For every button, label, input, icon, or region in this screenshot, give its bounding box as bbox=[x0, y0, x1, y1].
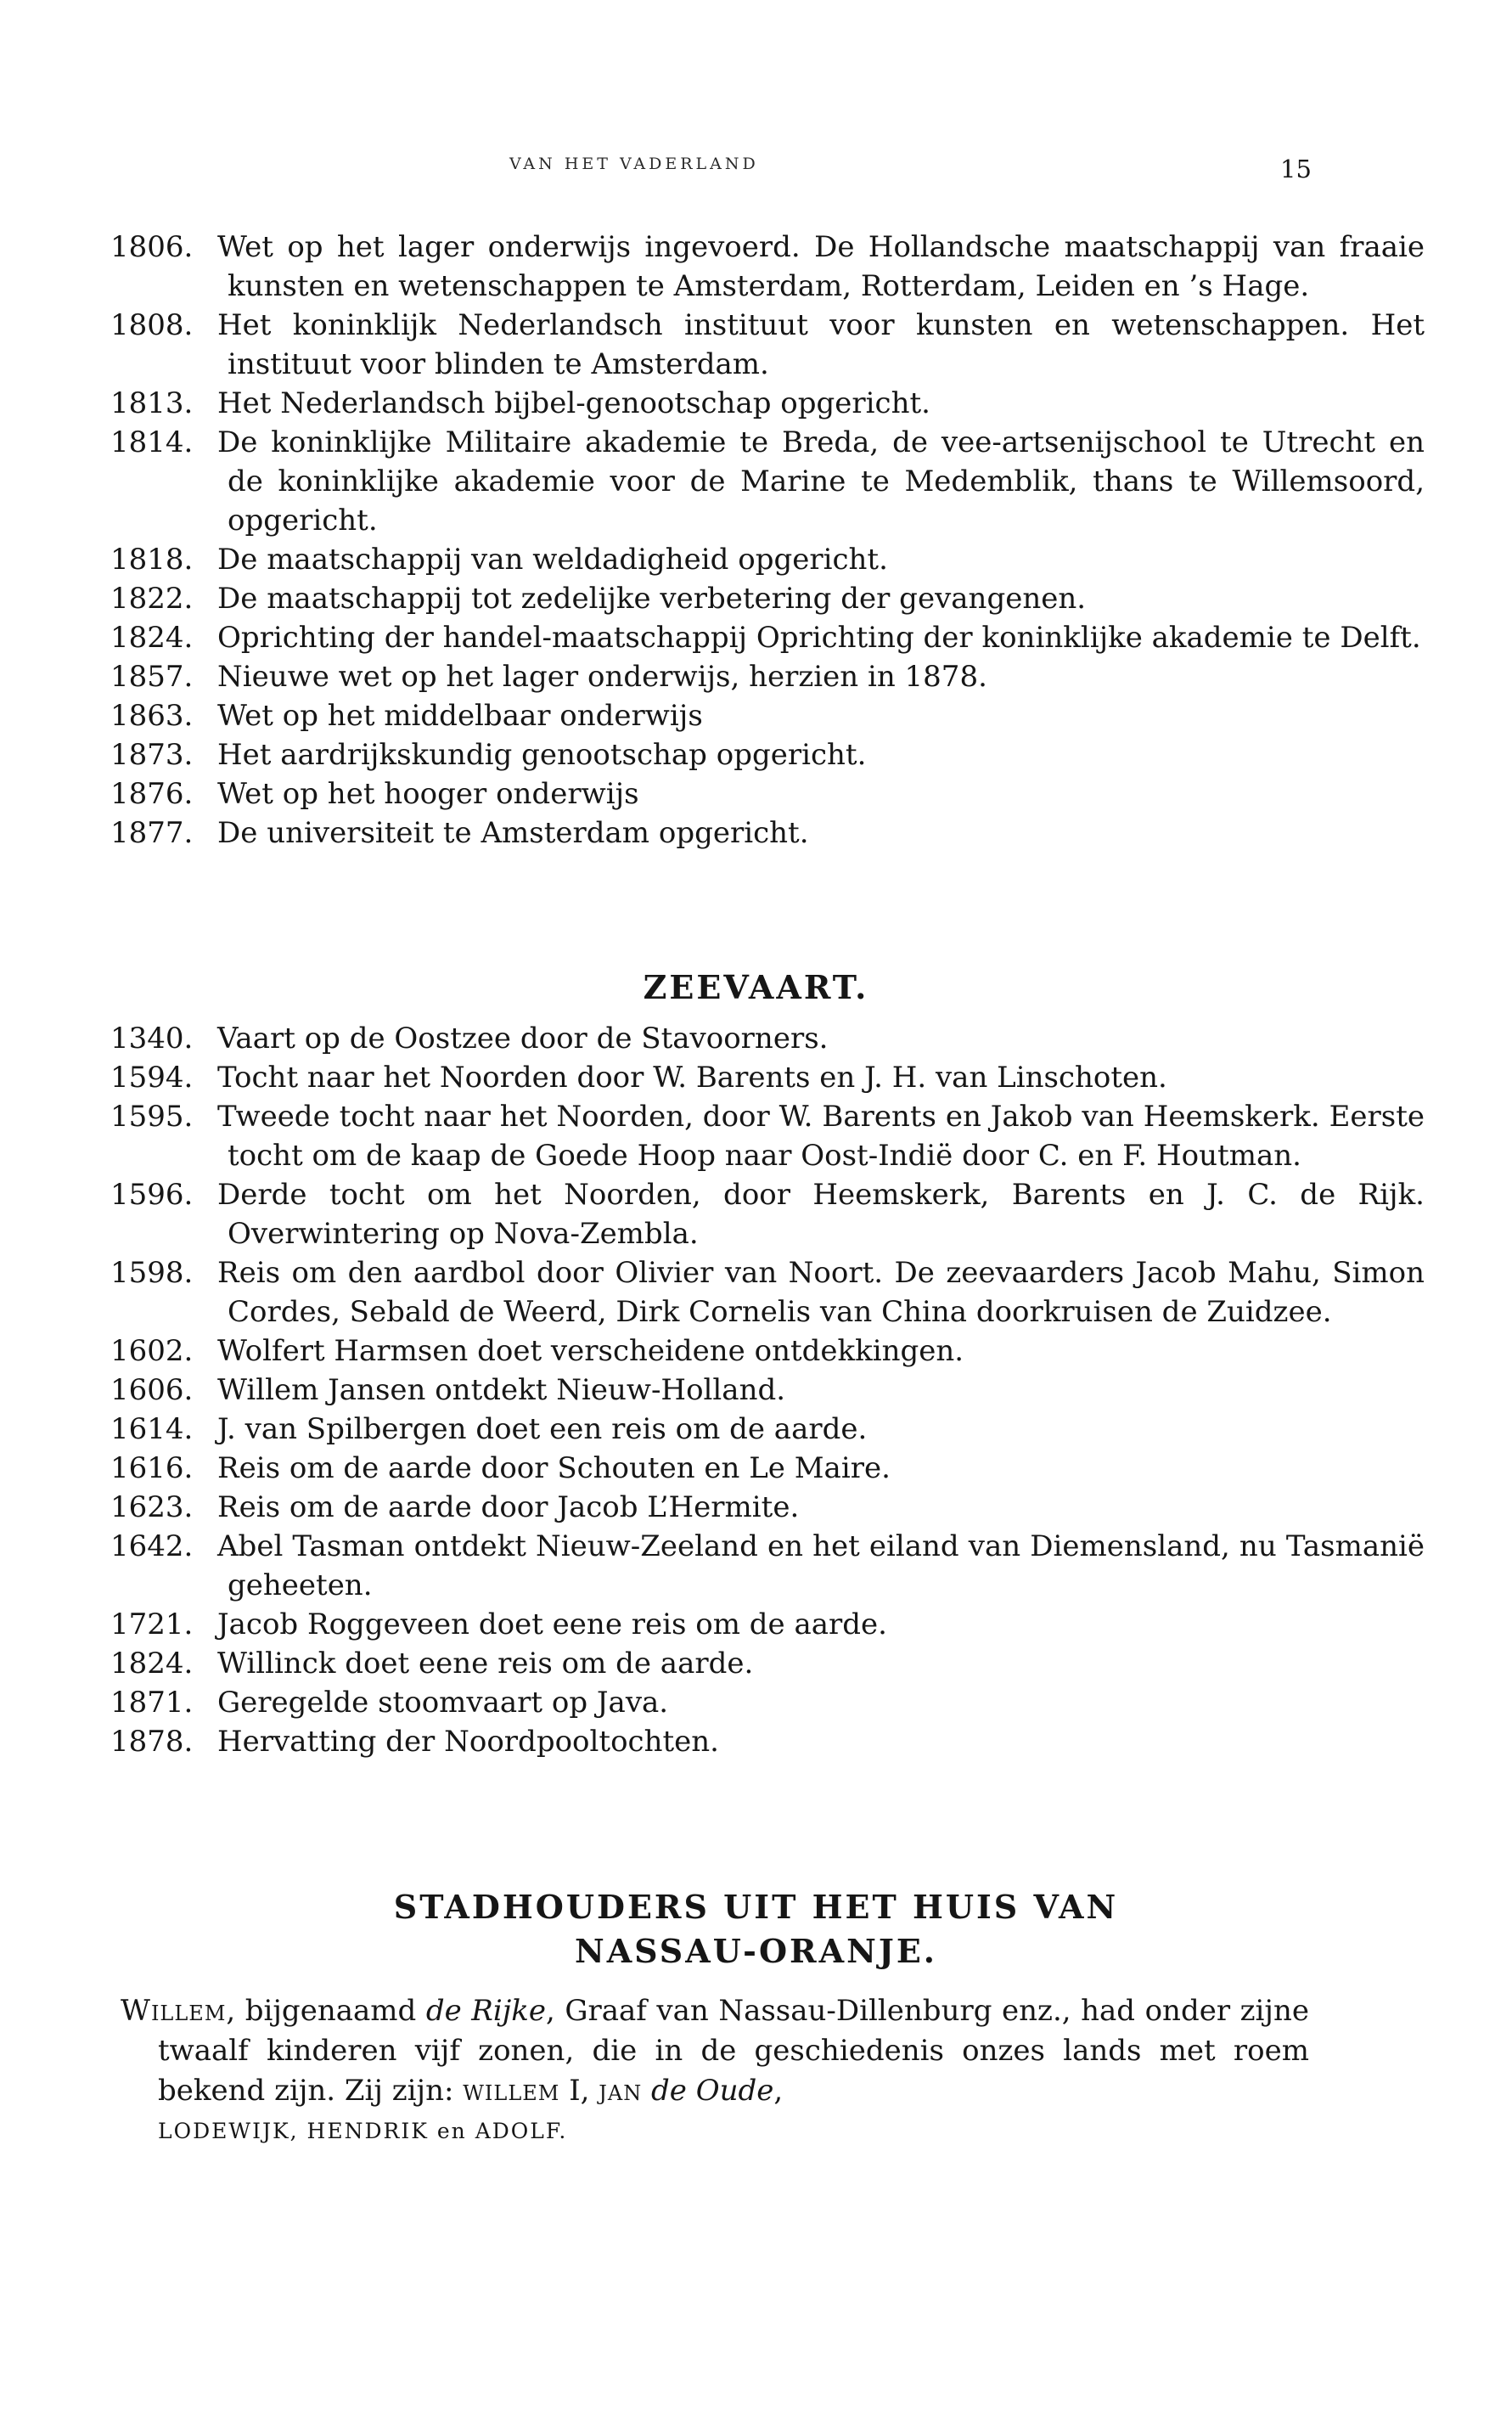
list-item: 1642. Abel Tasman ontdekt Nieuw-Zeeland en het eiland van Diemensland, nu Tasmanië geheeten. bbox=[110, 1529, 1425, 1602]
list-item: 1871. Geregelde stoomvaart op Java. bbox=[110, 1686, 669, 1720]
list-item: 1596. Derde tocht om het Noorden, door Heemskerk, Barents en J. C. de Rijk. Overwintering op Nova-Zembla. bbox=[110, 1178, 1425, 1251]
son-name: willem bbox=[463, 2074, 560, 2108]
list-item: 1623. Reis om de aarde door Jacob L’Hermite. bbox=[110, 1490, 800, 1524]
son-name: jan bbox=[599, 2074, 643, 2108]
list-item: 1616. Reis om de aarde door Schouten en Le Maire. bbox=[110, 1451, 891, 1485]
list-item: 1873. Het aardrijkskundig genootschap opgericht. bbox=[110, 738, 867, 772]
list-item: 1824. Oprichting der handel-maatschappij Oprichting der koninklijke akademie te Delft. bbox=[110, 621, 1421, 655]
list-item: 1595. Tweede tocht naar het Noorden, door W. Barents en Jakob van Heemskerk. Eerste tocht om de kaap de Goede Hoop naar Oost-Indië door C. en F. Houtman. bbox=[110, 1100, 1425, 1173]
list-item: 1606. Willem Jansen ontdekt Nieuw-Holland. bbox=[110, 1373, 786, 1407]
list-item: 1857. Nieuwe wet op het lager onderwijs, herzien in 1878. bbox=[110, 660, 987, 694]
page-number: 15 bbox=[1280, 155, 1312, 183]
stadhouders-paragraph: Willem, bijgenaamd de Rijke, Graaf van Nassau-Dillenburg enz., had onder zijne twaalf kinderen vijf zonen, die in de geschiedenis onzes lands met roem bekend zijn. Zij zijn: willem I, jan de Oude, LODEWIJK, HENDRIK en ADOLF. bbox=[158, 1991, 1309, 2151]
list-item: 1824. Willinck doet eene reis om de aarde. bbox=[110, 1647, 754, 1681]
list-item: 1814. De koninklijke Militaire akademie te Breda, de vee-artsenijschool te Utrecht en de koninklijke akademie voor de Marine te Medemblik, thans te Willemsoord, opgericht. bbox=[110, 425, 1425, 538]
list-item: 1808. Het koninklijk Nederlandsch instituut voor kunsten en wetenschappen. Het instituut voor blinden te Amsterdam. bbox=[110, 308, 1425, 381]
list-item: 1813. Het Nederlandsch bijbel-genootschap opgericht. bbox=[110, 386, 930, 420]
list-item: 1878. Hervatting der Noordpooltochten. bbox=[110, 1725, 719, 1759]
list-item: 1602. Wolfert Harmsen doet verscheidene ontdekkingen. bbox=[110, 1334, 964, 1368]
zeevaart-chronology bbox=[0, 1019, 1512, 1761]
zeevaart-heading: ZEEVAART. bbox=[643, 968, 869, 1006]
list-item: 1806. Wet op het lager onderwijs ingevoerd. De Hollandsche maatschappij van fraaie kunsten en wetenschappen te Amsterdam, Rotterdam, Leiden en ’s Hage. bbox=[110, 230, 1425, 303]
list-item: 1721. Jacob Roggeveen doet eene reis om de aarde. bbox=[110, 1607, 887, 1641]
list-item: 1863. Wet op het middelbaar onderwijs bbox=[110, 699, 703, 733]
page-header bbox=[0, 155, 1512, 189]
epithet: de Oude bbox=[651, 2074, 774, 2108]
running-title: VAN HET VADERLAND bbox=[509, 155, 759, 173]
name-willem: Willem bbox=[121, 1994, 227, 2028]
epithet: de Rijke bbox=[425, 1994, 546, 2028]
sons-last-line: LODEWIJK, HENDRIK en ADOLF. bbox=[158, 2119, 568, 2143]
list-item: 1822. De maatschappij tot zedelijke verbetering der gevangenen. bbox=[110, 582, 1087, 616]
list-item: 1877. De universiteit te Amsterdam opgericht. bbox=[110, 816, 809, 850]
list-item: 1594. Tocht naar het Noorden door W. Barents en J. H. van Linschoten. bbox=[110, 1061, 1167, 1095]
list-item: 1340. Vaart op de Oostzee door de Stavoorners. bbox=[110, 1022, 829, 1056]
stadhouders-heading-line1: STADHOUDERS UIT HET HUIS VAN bbox=[393, 1888, 1119, 1926]
list-item: 1876. Wet op het hooger onderwijs bbox=[110, 777, 639, 811]
education-chronology bbox=[0, 228, 1512, 853]
list-item: 1614. J. van Spilbergen doet een reis om de aarde. bbox=[110, 1412, 868, 1446]
stadhouders-heading bbox=[0, 1885, 1512, 1973]
list-item: 1598. Reis om den aardbol door Olivier van Noort. De zeevaarders Jacob Mahu, Simon Cordes, Sebald de Weerd, Dirk Cornelis van China doorkruisen de Zuidzee. bbox=[110, 1256, 1425, 1329]
stadhouders-heading-line2: NASSAU-ORANJE. bbox=[574, 1932, 938, 1970]
list-item: 1818. De maatschappij van weldadigheid opgericht. bbox=[110, 543, 888, 577]
